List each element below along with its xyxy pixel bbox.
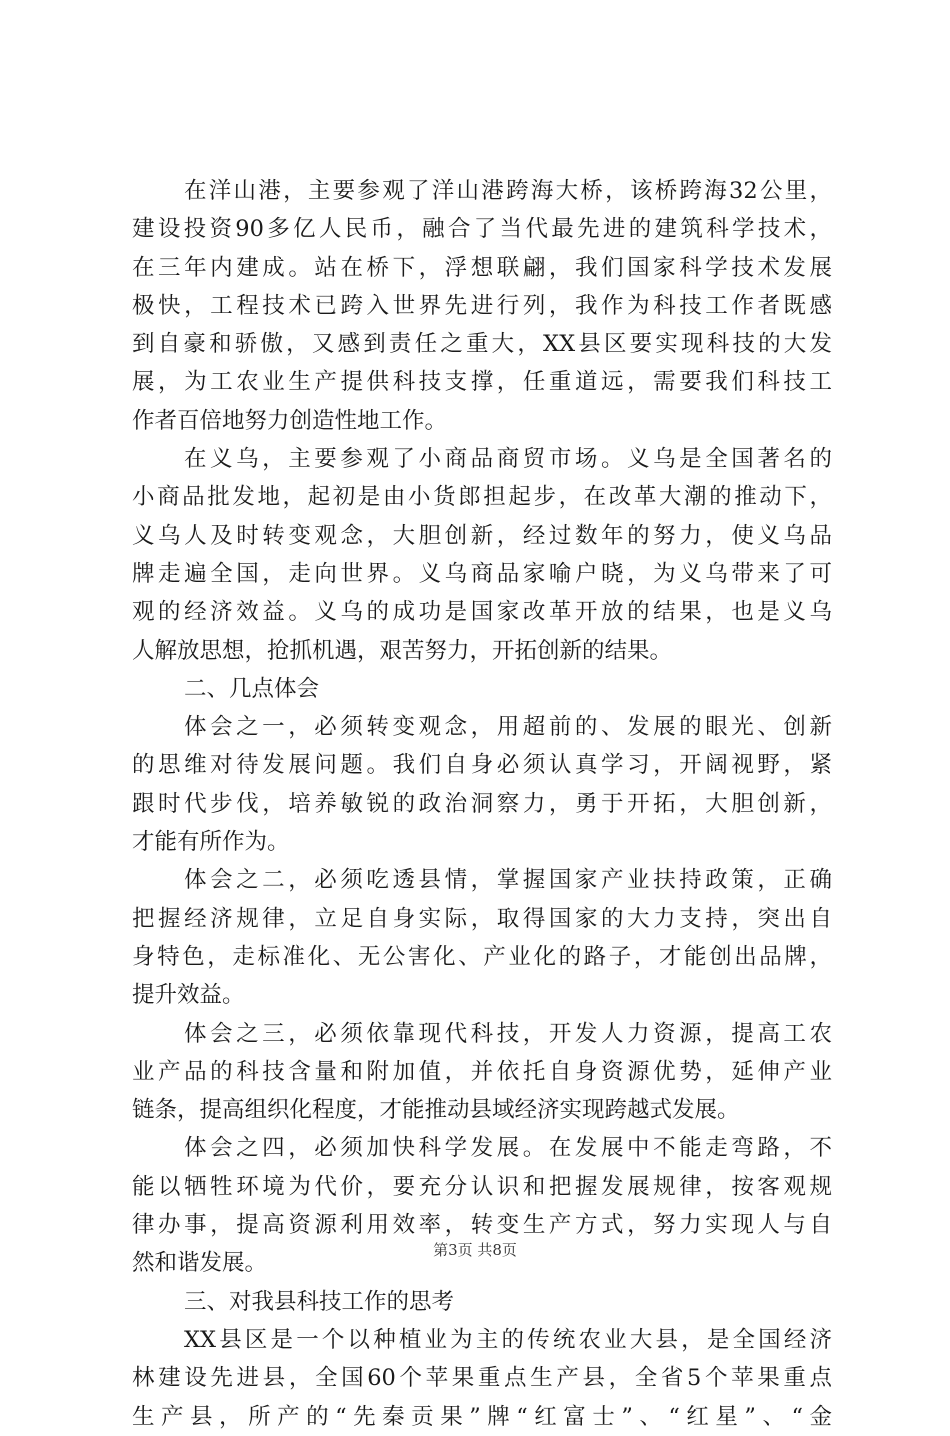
text-line: 极快，工程技术已跨入世界先进行列，我作为科技工作者既感 <box>132 292 832 319</box>
text-line: XX县区是一个以种植业为主的传统农业大县，是全国经济 <box>184 1326 832 1353</box>
text-line: 体会之二，必须吃透县情，掌握国家产业扶持政策，正确 <box>184 867 832 894</box>
text-line: 律办事，提高资源利用效率，转变生产方式，努力实现人与自 <box>132 1212 832 1239</box>
text-line: 提升效益。 <box>132 982 245 1009</box>
text-line: 把握经济规律，立足自身实际，取得国家的大力支持，突出自 <box>132 905 832 932</box>
text-line: 能以牺牲环境为代价，要充分认识和把握发展规律，按客观规 <box>132 1173 832 1200</box>
text-line: 展，为工农业生产提供科技支撑，任重道远，需要我们科技工 <box>132 369 832 396</box>
text-line: 的思维对待发展问题。我们自身必须认真学习，开阔视野，紧 <box>132 752 832 779</box>
text-line: 到自豪和骄傲，又感到责任之重大，XX县区要实现科技的大发 <box>132 331 832 358</box>
text-line: 体会之四，必须加快科学发展。在发展中不能走弯路，不 <box>184 1135 832 1162</box>
text-line: 观的经济效益。义乌的成功是国家改革开放的结果，也是义乌 <box>132 599 832 626</box>
text-line: 义乌人及时转变观念，大胆创新，经过数年的努力，使义乌品 <box>132 522 832 549</box>
text-line: 身特色，走标准化、无公害化、产业化的路子，才能创出品牌， <box>132 943 832 970</box>
text-line: 跟时代步伐，培养敏锐的政治洞察力，勇于开拓，大胆创新， <box>132 790 832 817</box>
text-line: 体会之一，必须转变观念，用超前的、发展的眼光、创新 <box>184 714 832 741</box>
text-line: 二、几点体会 <box>184 675 320 702</box>
text-line: 三、对我县科技工作的思考 <box>184 1288 455 1315</box>
text-line: 小商品批发地，起初是由小货郎担起步，在改革大潮的推动下， <box>132 484 832 511</box>
text-line: 牌走遍全国，走向世界。义乌商品家喻户晓，为义乌带来了可 <box>132 560 832 587</box>
text-line: 建设投资90多亿人民币，融合了当代最先进的建筑科学技术， <box>132 216 832 243</box>
text-line: 链条，提高组织化程度，才能推动县域经济实现跨越式发展。 <box>132 1097 740 1124</box>
text-line: 在三年内建成。站在桥下，浮想联翩，我们国家科学技术发展 <box>132 254 832 281</box>
text-line: 业产品的科技含量和附加值，并依托自身资源优势，延伸产业 <box>132 1058 832 1085</box>
text-line: 在洋山港，主要参观了洋山港跨海大桥，该桥跨海32公里， <box>184 178 832 204</box>
text-line: 才能有所作为。 <box>132 829 290 856</box>
page-number-footer: 第3页 共8页 <box>433 1241 517 1259</box>
text-line: 体会之三，必须依靠现代科技，开发人力资源，提高工农 <box>184 1020 832 1047</box>
text-line: 然和谐发展。 <box>132 1250 268 1277</box>
text-line: 作者百倍地努力创造性地工作。 <box>132 407 448 434</box>
text-line: 林建设先进县，全国60个苹果重点生产县，全省5个苹果重点 <box>132 1365 832 1392</box>
text-line: 在义乌，主要参观了小商品商贸市场。义乌是全国著名的 <box>184 446 832 473</box>
text-line: 人解放思想，抢抓机遇，艰苦努力，开拓创新的结果。 <box>132 637 673 664</box>
text-line: 生产县，所产的“先秦贡果”牌“红富士”、“红星”、“金 <box>132 1403 832 1430</box>
